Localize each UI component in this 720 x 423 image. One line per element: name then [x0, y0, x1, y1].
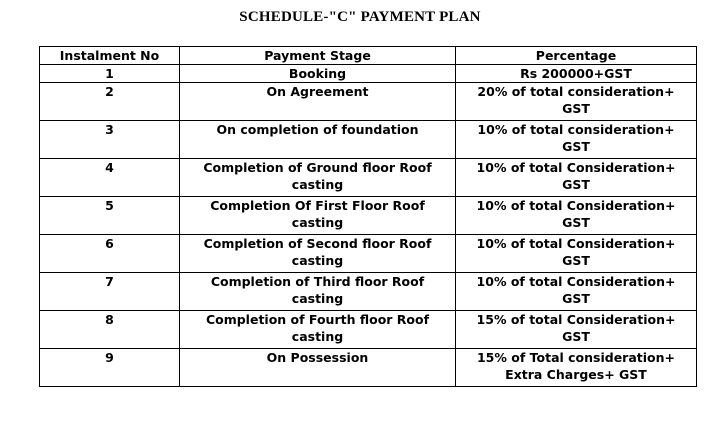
document-title: SCHEDULE-"C" PAYMENT PLAN	[239, 9, 481, 25]
percentage-cell	[456, 311, 697, 349]
payment-plan-table	[39, 46, 697, 387]
percentage-cell	[456, 349, 697, 387]
instalment-no-cell: 3	[40, 121, 180, 159]
percentage-cell	[456, 83, 697, 121]
header-percentage: Percentage	[456, 47, 697, 65]
percentage-line-1: 10% of total consideration+	[477, 122, 675, 137]
payment-stage-cell: On completion of foundation	[180, 121, 456, 159]
percentage-line-1: Rs 200000+GST	[520, 66, 632, 81]
payment-stage-cell: Completion of Ground floor Roof casting	[180, 159, 456, 197]
percentage-line-2: GST	[562, 139, 590, 154]
percentage-cell	[456, 197, 697, 235]
table-row	[40, 121, 697, 159]
percentage-line-2: GST	[562, 253, 590, 268]
table-row	[40, 197, 697, 235]
percentage-line-1: 10% of total Consideration+	[476, 160, 676, 175]
percentage-line-1: 10% of total Consideration+	[476, 198, 676, 213]
table-row	[40, 273, 697, 311]
percentage-line-2: GST	[562, 101, 590, 116]
header-instalment-no: Instalment No	[40, 47, 180, 65]
instalment-no-cell: 9	[40, 349, 180, 387]
percentage-line-2: GST	[562, 215, 590, 230]
percentage-cell	[456, 159, 697, 197]
table-row	[40, 83, 697, 121]
table-row	[40, 235, 697, 273]
percentage-line-1: 10% of total Consideration+	[476, 274, 676, 289]
table-row	[40, 159, 697, 197]
percentage-cell	[456, 121, 697, 159]
table-row	[40, 311, 697, 349]
table-header-row	[40, 47, 697, 65]
instalment-no-cell: 1	[40, 65, 180, 83]
payment-stage-cell: On Agreement	[180, 83, 456, 121]
instalment-no-cell: 2	[40, 83, 180, 121]
payment-stage-cell: Completion Of First Floor Roof casting	[180, 197, 456, 235]
percentage-line-2: GST	[562, 291, 590, 306]
table-row	[40, 349, 697, 387]
percentage-line-2: Extra Charges+ GST	[505, 367, 647, 382]
percentage-cell	[456, 235, 697, 273]
percentage-line-2: GST	[562, 329, 590, 344]
percentage-line-1: 15% of Total consideration+	[476, 350, 676, 365]
payment-stage-cell: Booking	[180, 65, 456, 83]
payment-stage-cell: Completion of Second floor Roof casting	[180, 235, 456, 273]
percentage-line-1: 10% of total Consideration+	[476, 236, 676, 251]
instalment-no-cell: 7	[40, 273, 180, 311]
percentage-cell	[456, 273, 697, 311]
instalment-no-cell: 4	[40, 159, 180, 197]
payment-stage-cell: On Possession	[180, 349, 456, 387]
payment-stage-cell: Completion of Fourth floor Roof casting	[180, 311, 456, 349]
percentage-cell	[456, 65, 697, 83]
payment-stage-cell: Completion of Third floor Roof casting	[180, 273, 456, 311]
percentage-line-1: 20% of total consideration+	[477, 84, 675, 99]
instalment-no-cell: 8	[40, 311, 180, 349]
instalment-no-cell: 5	[40, 197, 180, 235]
header-payment-stage: Payment Stage	[180, 47, 456, 65]
instalment-no-cell: 6	[40, 235, 180, 273]
percentage-line-1: 15% of total Consideration+	[476, 312, 676, 327]
percentage-line-2: GST	[562, 177, 590, 192]
table-row	[40, 65, 697, 83]
